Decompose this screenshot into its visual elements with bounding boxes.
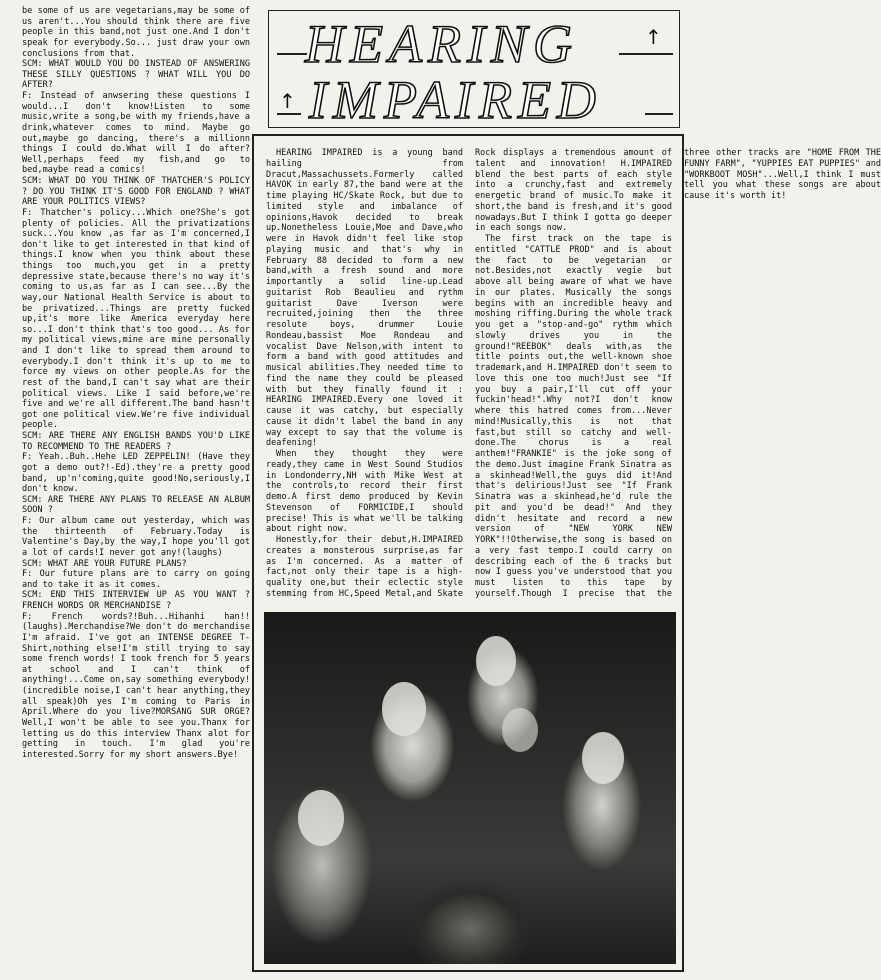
article-box xyxy=(252,134,881,972)
interview-answer: F: Our future plans are to carry on going and to take it as it comes. xyxy=(22,569,250,590)
interview-answer: F: Yeah..Buh..Hehe LED ZEPPELIN! (Have they got a demo out?!-Ed).they're a pretty good band, up'n'coming,quite good!No,seriously,I don't know. xyxy=(22,452,250,495)
title-line-1: HEARING xyxy=(305,14,578,74)
interview-answer: F: Instead of anwsering these questions I would...I don't know!Listen to some music,write a song,be with my friends,have a drink,whatever comes to mind. Maybe go out,maybe go dancing, there's a millionn things I could do.What will I do after? Well,perhaps feed my fish,and go to bed,maybe read a comics! xyxy=(22,91,250,176)
title-line-2: IMPAIRED xyxy=(309,70,602,130)
interview-answer: F: Thatcher's policy...Which one?She's got plenty of policies. All the privatizations suck...You know ,as far as I'm concerned,I don't like to get interested in that kind of things.I know when you think about these things too much,you get in a pretty depressive state,because there's no way it's coming to us,as far as I can see...By the way,our National Health Service is about to be privatized...Things are pretty fucked up,it's more like America everyday here so...I don't think that's too good... As for my political views,mine are mine personally and I don't like to spread them around to everybody.I don't think it's up to me to force my views on other people.As for the rest of the band,I can't say what are their political views. Like I said before,we're five and we're all different.The band hasn't got one political view.We're five individual people. xyxy=(22,207,250,431)
photo-figure xyxy=(382,682,426,736)
interview-question: SCM: END THIS INTERVIEW UP AS YOU WANT ? FRENCH WORDS OR MERCHANDISE ? xyxy=(22,590,250,611)
photo-figure xyxy=(582,732,624,784)
interview-answer: F: French words?!Buh...Hihanhi han!!(laughs).Merchandise?We don't do merchandise I'm afraid. I've got an INTENSE DEGREE T-Shirt,nothing else!I'm still trying to say some french words! I took french for 5 years at school and I can't think of anything!...Come on,say something everybody!(incredible noise,I can't hear anything,they all speak)Oh yes I'm coming to Paris in April.Where do you live?MORSANG SUR ORGE?Well,I won't be able to see you.Thanx for letting us do this interview Thanx alot for getting in touch. I'm glad you're interested.Sorry for my short answers.Bye! xyxy=(22,611,250,760)
article-paragraph: HEARING IMPAIRED is a young band hailing from Dracut,Massachussets.Formerly called HAVOK in early 87,the band were at the time playing HC/Skate Rock, but due to limited style and imbalance of opinions,Havok decided to break up.Nonetheless Louie,Moe and Dave,who were in Havok didn't feel like stop playing music and that's why in February 88 decided to form a new band,with a fresh sound and more importantly a solid line-up.Lead guitarist Rob Beaulieu and rythm guitarist Dave Iverson were recruited,joining then the three resolute boys, drummer Louie Rondeau,bassist Moe Rondeau and vocalist Dave Nelson,with intent to form a band with good attitudes and musical abilities.They needed time to find the name they could be pleased with but they finally found it : HEARING IMPAIRED.Every one loved it cause it was catchy, but especially cause it didn't label the band in any way except to say that the volume is deafening! xyxy=(266,148,463,449)
up-arrow-icon: ↑ xyxy=(645,25,662,49)
title-rule xyxy=(645,113,673,115)
interview-answer: F: Our album came out yesterday, which was the thirteenth of February.Today is Valentine's Day,by the way,I hope you'll got a lot of cards!I never got any!(laughs) xyxy=(22,516,250,558)
photo-figure xyxy=(476,636,516,686)
article-paragraph: Honestly,for their debut,H.IMPAIRED creates a monsterous surprise,as far as I'm concerned. As a matter of fact,not only their tape is a high-quality one,but their eclectic style stemming from HC,Speed Metal,and Skate Rock displays a tremendous amount of talent and innovation! H.IMPAIRED blend the best parts of each style into a crunchy,fast and extremely energetic brand of music.To make it short,the band is fresh,and it's good nowadays.But I think I gotta go deeper in each songs now. xyxy=(266,148,672,599)
photo-figure xyxy=(298,790,344,846)
interview-question: SCM: WHAT ARE YOUR FUTURE PLANS? xyxy=(22,558,187,569)
article-paragraph: When they thought they were ready,they came in West Sound Studios in Londonderry,NH with Mike West at the controls,to record their first demo.A first demo produced by Kevin Stevenson of FORMICIDE,I should precise! This is what we'll be talking about right now. xyxy=(266,449,463,535)
up-arrow-icon: ↑ xyxy=(279,89,296,113)
band-photo xyxy=(264,612,676,964)
interview-question: SCM: WHAT WOULD YOU DO INSTEAD OF ANSWERING THESE SILLY QUESTIONS ? WHAT WILL YOU DO AFTER? xyxy=(22,59,250,91)
article-paragraph: The first track on the tape is entitled "CATTLE PROD" and is about the fact to be vegetarian or not.Besides,not exactly vegie but above all being aware of what we have in our plates. Musically the songs begins with an incredible heavy and moshing riffing.During the whole track you get a "stop-and-go" rythm which slowly drives you in the ground!"REEBOK" deals with,as the title points out,the well-known shoe trademark,and H.IMPAIRED don't seem to love this one too much!Just see "If you buy a pair,I'll cut off your fuckin'head!".Why not?I don't know where this hatred comes from...Never mind!Musically,this is not that fast,but still so catchy and well-done.The chorus is a real anthem!"FRANKIE" is the joke song of the demo.Just imagine Frank Sinatra as a skinhead!Well,the guys did it!And that's delirious!Just see "If Frank Sinatra was a skinhead,he'd rule the pit and you'd be dead!" And they didn't hesitate and record a new version of "NEW YORK NEW YORK"!!Otherwise,the song is based on a very fast tempo.I could carry on describing each of the 6 tracks but now I guess you've understood that you must listen to this tape by yourself.Though I precise that the three other tracks are "HOME FROM THE FUNNY FARM", "YUPPIES EAT PUPPIES" and "WORKBOOT MOSH"...Well,I think I must tell you what these songs are about cause it's worth it! xyxy=(475,148,881,599)
interview-question: SCM: ARE THERE ANY ENGLISH BANDS YOU'D LIKE TO RECOMMEND TO THE READERS ? xyxy=(22,431,250,452)
article-text xyxy=(266,148,881,606)
interview-paragraph: be some of us are vegetarians,may be some of us aren't...You should think there are five people in this band,not just one.And I don't speak for everybody.So... just draw your own conclusions from that. xyxy=(22,6,250,59)
photo-figure xyxy=(502,708,538,752)
interview-column xyxy=(22,6,250,972)
interview-question: SCM: ARE THERE ANY PLANS TO RELEASE AN ALBUM SOON ? xyxy=(22,494,250,516)
title-banner xyxy=(268,10,680,128)
interview-question: SCM: WHAT DO YOU THINK OF THATCHER'S POLICY ? DO YOU THINK IT'S GOOD FOR ENGLAND ? WHAT ARE YOUR POLITICS VIEWS? xyxy=(22,176,250,208)
